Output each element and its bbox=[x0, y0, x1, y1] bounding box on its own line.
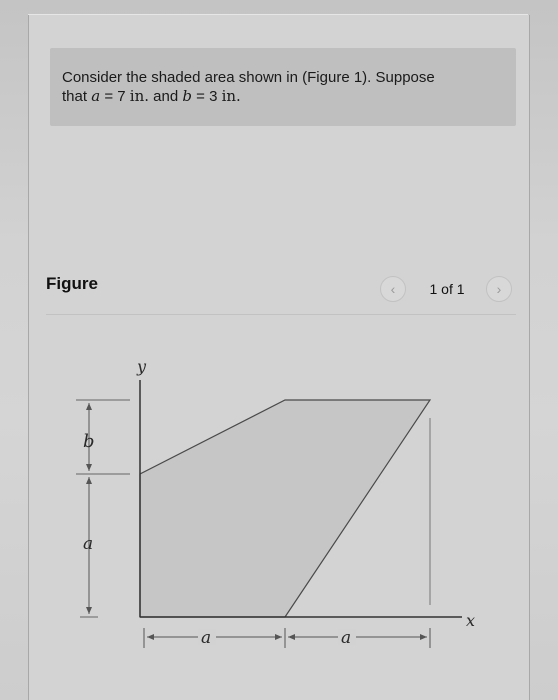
arrow-left-start bbox=[147, 634, 154, 640]
equals-3: = 3 bbox=[191, 88, 222, 105]
problem-that: that bbox=[62, 88, 88, 105]
next-figure-button[interactable]: › bbox=[486, 276, 512, 302]
dimension-label-a-right: a bbox=[341, 628, 352, 648]
previous-figure-button[interactable]: ‹ bbox=[380, 276, 406, 302]
dimension-label-a-left: a bbox=[201, 628, 212, 648]
unit-in-2: in. bbox=[221, 87, 241, 105]
figure-heading: Figure bbox=[46, 274, 98, 293]
arrow-left-end bbox=[275, 634, 282, 640]
shaded-region bbox=[140, 400, 430, 617]
and-word: and bbox=[149, 88, 183, 105]
equals-7: = 7 bbox=[100, 88, 130, 105]
arrow-b-bottom bbox=[86, 464, 92, 471]
arrow-right-end bbox=[420, 634, 427, 640]
arrow-a-bottom bbox=[86, 607, 92, 614]
variable-a: a bbox=[91, 87, 101, 105]
x-axis-label: x bbox=[466, 611, 476, 630]
arrow-b-top bbox=[86, 403, 92, 410]
dimension-label-b: b bbox=[83, 431, 95, 452]
y-axis-label: y bbox=[137, 357, 147, 376]
unit-in-1: in. bbox=[129, 87, 149, 105]
arrow-a-top bbox=[86, 477, 92, 484]
variable-b: b bbox=[182, 87, 192, 105]
figure-page-indicator: 1 of 1 bbox=[429, 281, 465, 297]
arrow-right-start bbox=[288, 634, 295, 640]
dimension-label-a-vertical: a bbox=[83, 534, 94, 554]
problem-sentence: Consider the shaded area shown in (Figure 1). Suppose bbox=[62, 69, 435, 86]
